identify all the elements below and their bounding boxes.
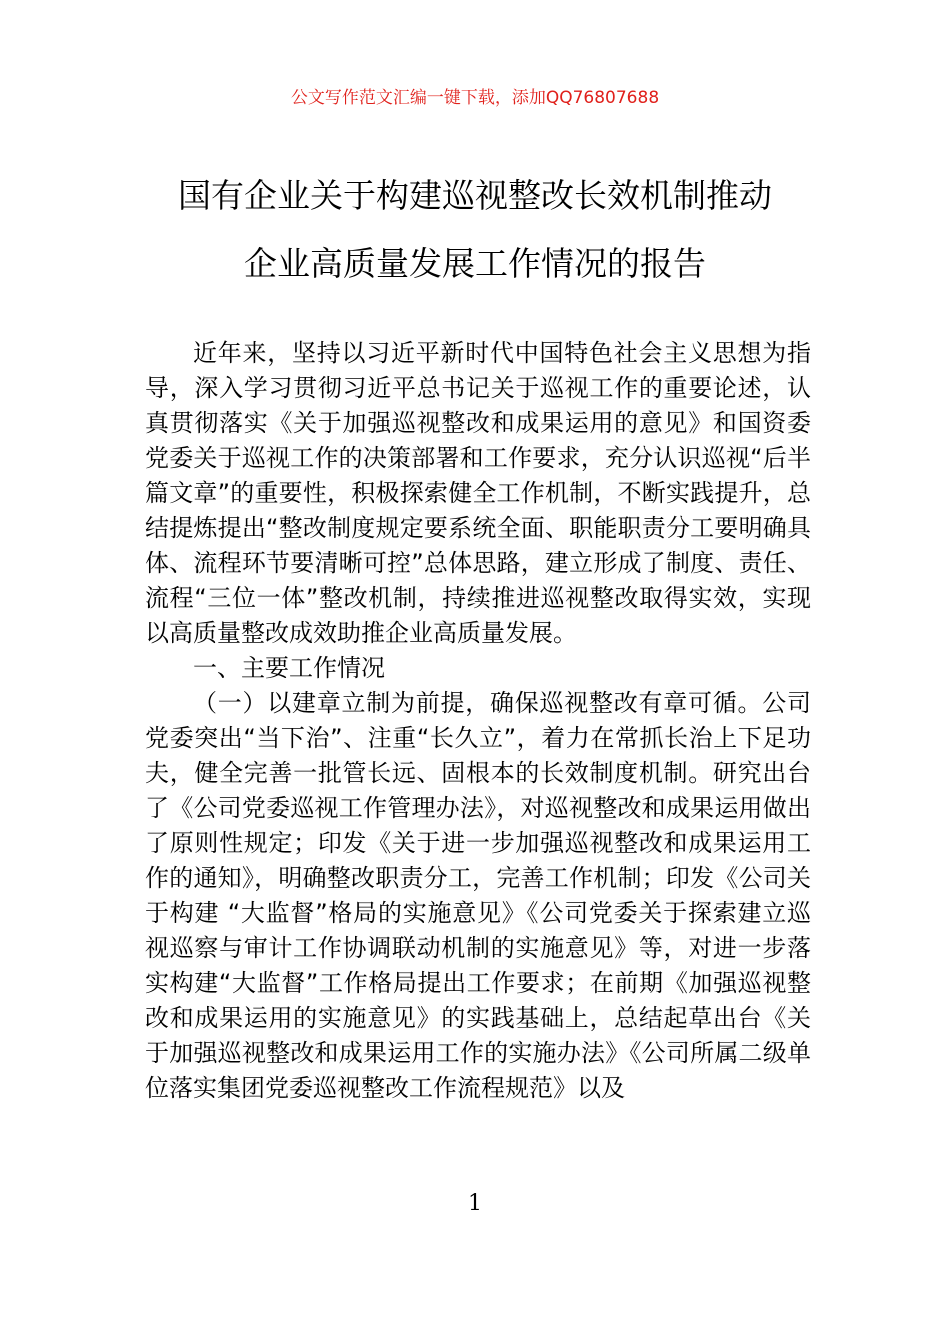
subsection-paragraph-1: （一）以建章立制为前提，确保巡视整改有章可循。公司党委突出“当下治”、注重“长久立”，着力在常抓长治上下足功夫，健全完善一批管长远、固根本的长效制度机制。研究出台了《公司党委巡视工作管理办法》，对巡视整改和成果运用做出了原则性规定；印发《关于进一步加强巡视整改和成果运用工作的通知》，明确整改职责分工，完善工作机制；印发《公司关于构建 “大监督”格局的实施意见》《公司党委关于探索建立巡视巡察与审计工作协调联动机制的实施意见》等，对进一步落实构建“大监督”工作格局提出工作要求；在前期《加强巡视整改和成果运用的实施意见》的实践基础上，总结起草出台《关于加强巡视整改和成果运用工作的实施办法》《公司所属二级单位落实集团党委巡视整改工作流程规范》以及 — [145, 689, 811, 1102]
document-title-line-1: 国有企业关于构建巡视整改长效机制推动 — [178, 176, 772, 215]
intro-paragraph: 近年来，坚持以习近平新时代中国特色社会主义思想为指导，深入学习贯彻习近平总书记关于巡视工作的重要论述，认真贯彻落实《关于加强巡视整改和成果运用的意见》和国资委党委关于巡视工作的决策部署和工作要求，充分认识巡视“后半篇文章”的重要性，积极探索健全工作机制，不断实践提升，总结提炼提出“整改制度规定要系统全面、职能职责分工要明确具体、流程环节要清晰可控”总体思路，建立形成了制度、责任、流程“三位一体”整改机制，持续推进巡视整改取得实效，实现以高质量整改成效助推企业高质量发展。 — [145, 339, 811, 647]
document-body — [145, 336, 811, 1106]
section-heading-main-work: 一、主要工作情况 — [193, 654, 385, 682]
download-promo-note: 公文写作范文汇编一键下载，添加QQ76807688 — [290, 88, 660, 108]
document-title-line-2: 企业高质量发展工作情况的报告 — [244, 244, 706, 283]
page-number: 1 — [468, 1191, 482, 1216]
